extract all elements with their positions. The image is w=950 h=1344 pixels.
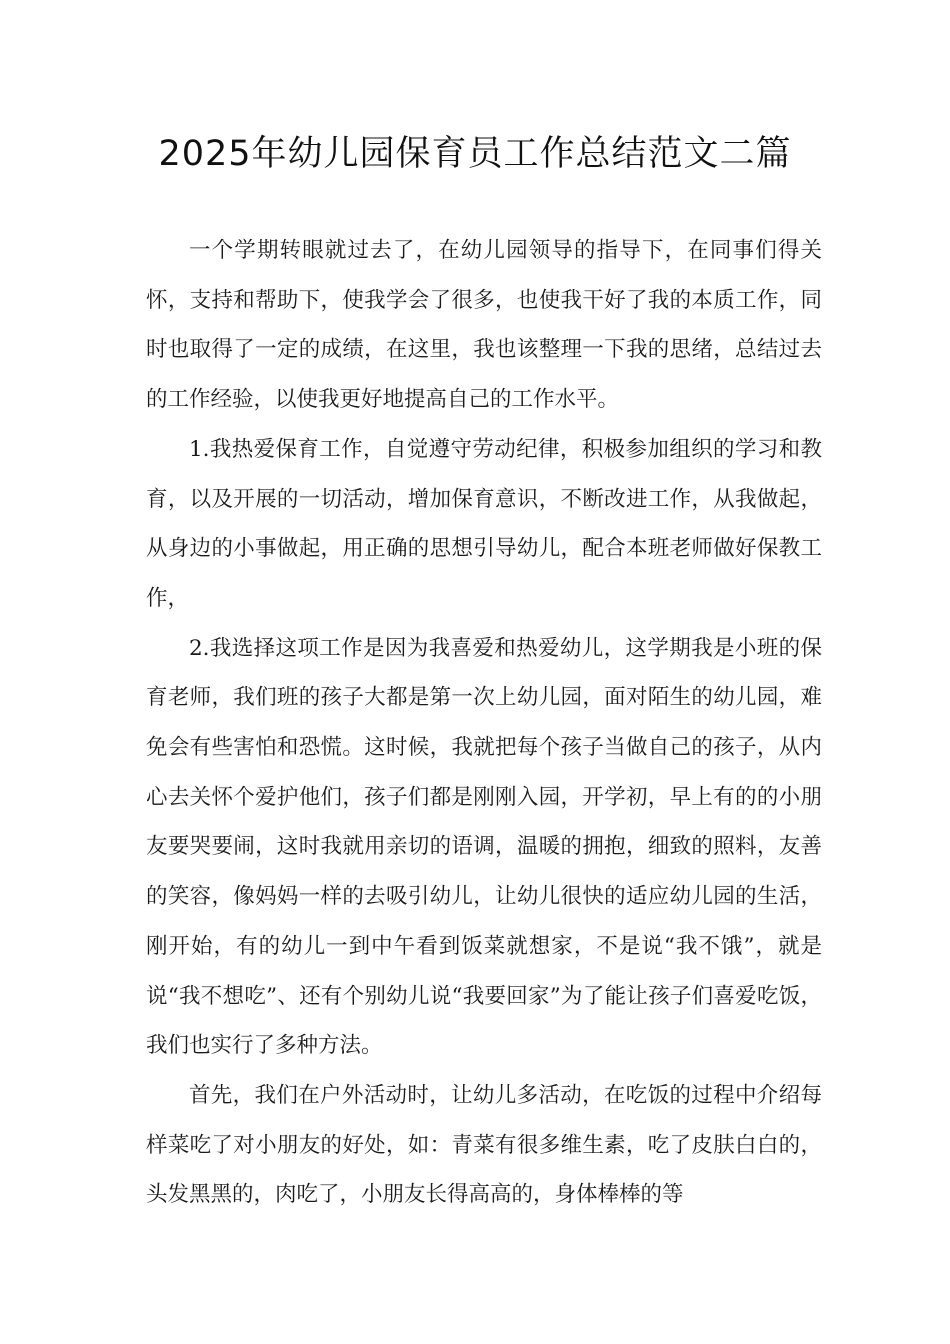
paragraph-point-2: 2.我选择这项工作是因为我喜爱和热爱幼儿，这学期我是小班的保育老师，我们班的孩子大都是第一次上幼儿园，面对陌生的幼儿园，难免会有些害怕和恐慌。这时候，我就把每个孩子当做自己的孩子，从内心去关怀个爱护他们，孩子们都是刚刚入园，开学初，早上有的的小朋友要哭要闹，这时我就用亲切的语调，温暖的拥抱，细致的照料，友善的笑容，像妈妈一样的去吸引幼儿，让幼儿很快的适应幼儿园的生活，刚开始，有的幼儿一到中午看到饭菜就想家，不是说“我不饿”，就是说“我不想吃”、还有个别幼儿说“我要回家”为了能让孩子们喜爱吃饭，我们也实行了多种方法。 xyxy=(146,635,822,1059)
paragraph-first-method: 首先，我们在户外活动时，让幼儿多活动，在吃饭的过程中介绍每样菜吃了对小朋友的好处，如：青菜有很多维生素，吃了皮肤白白的，头发黑黑的，肉吃了，小朋友长得高高的，身体棒棒的等 xyxy=(146,1082,822,1208)
document-title: 2025年幼儿园保育员工作总结范文二篇 xyxy=(158,134,792,174)
paragraph-point-1: 1.我热爱保育工作，自觉遵守劳动纪律，积极参加组织的学习和教育，以及开展的一切活动，增加保育意识，不断改进工作，从我做起，从身边的小事做起，用正确的思想引导幼儿，配合本班老师做好保教工作， xyxy=(146,436,822,611)
paragraph-intro: 一个学期转眼就过去了，在幼儿园领导的指导下，在同事们得关怀，支持和帮助下，使我学会了很多，也使我干好了我的本质工作，同时也取得了一定的成绩，在这里，我也该整理一下我的思绪，总结过去的工作经验，以使我更好地提高自己的工作水平。 xyxy=(146,238,822,413)
document-body xyxy=(146,226,822,1220)
